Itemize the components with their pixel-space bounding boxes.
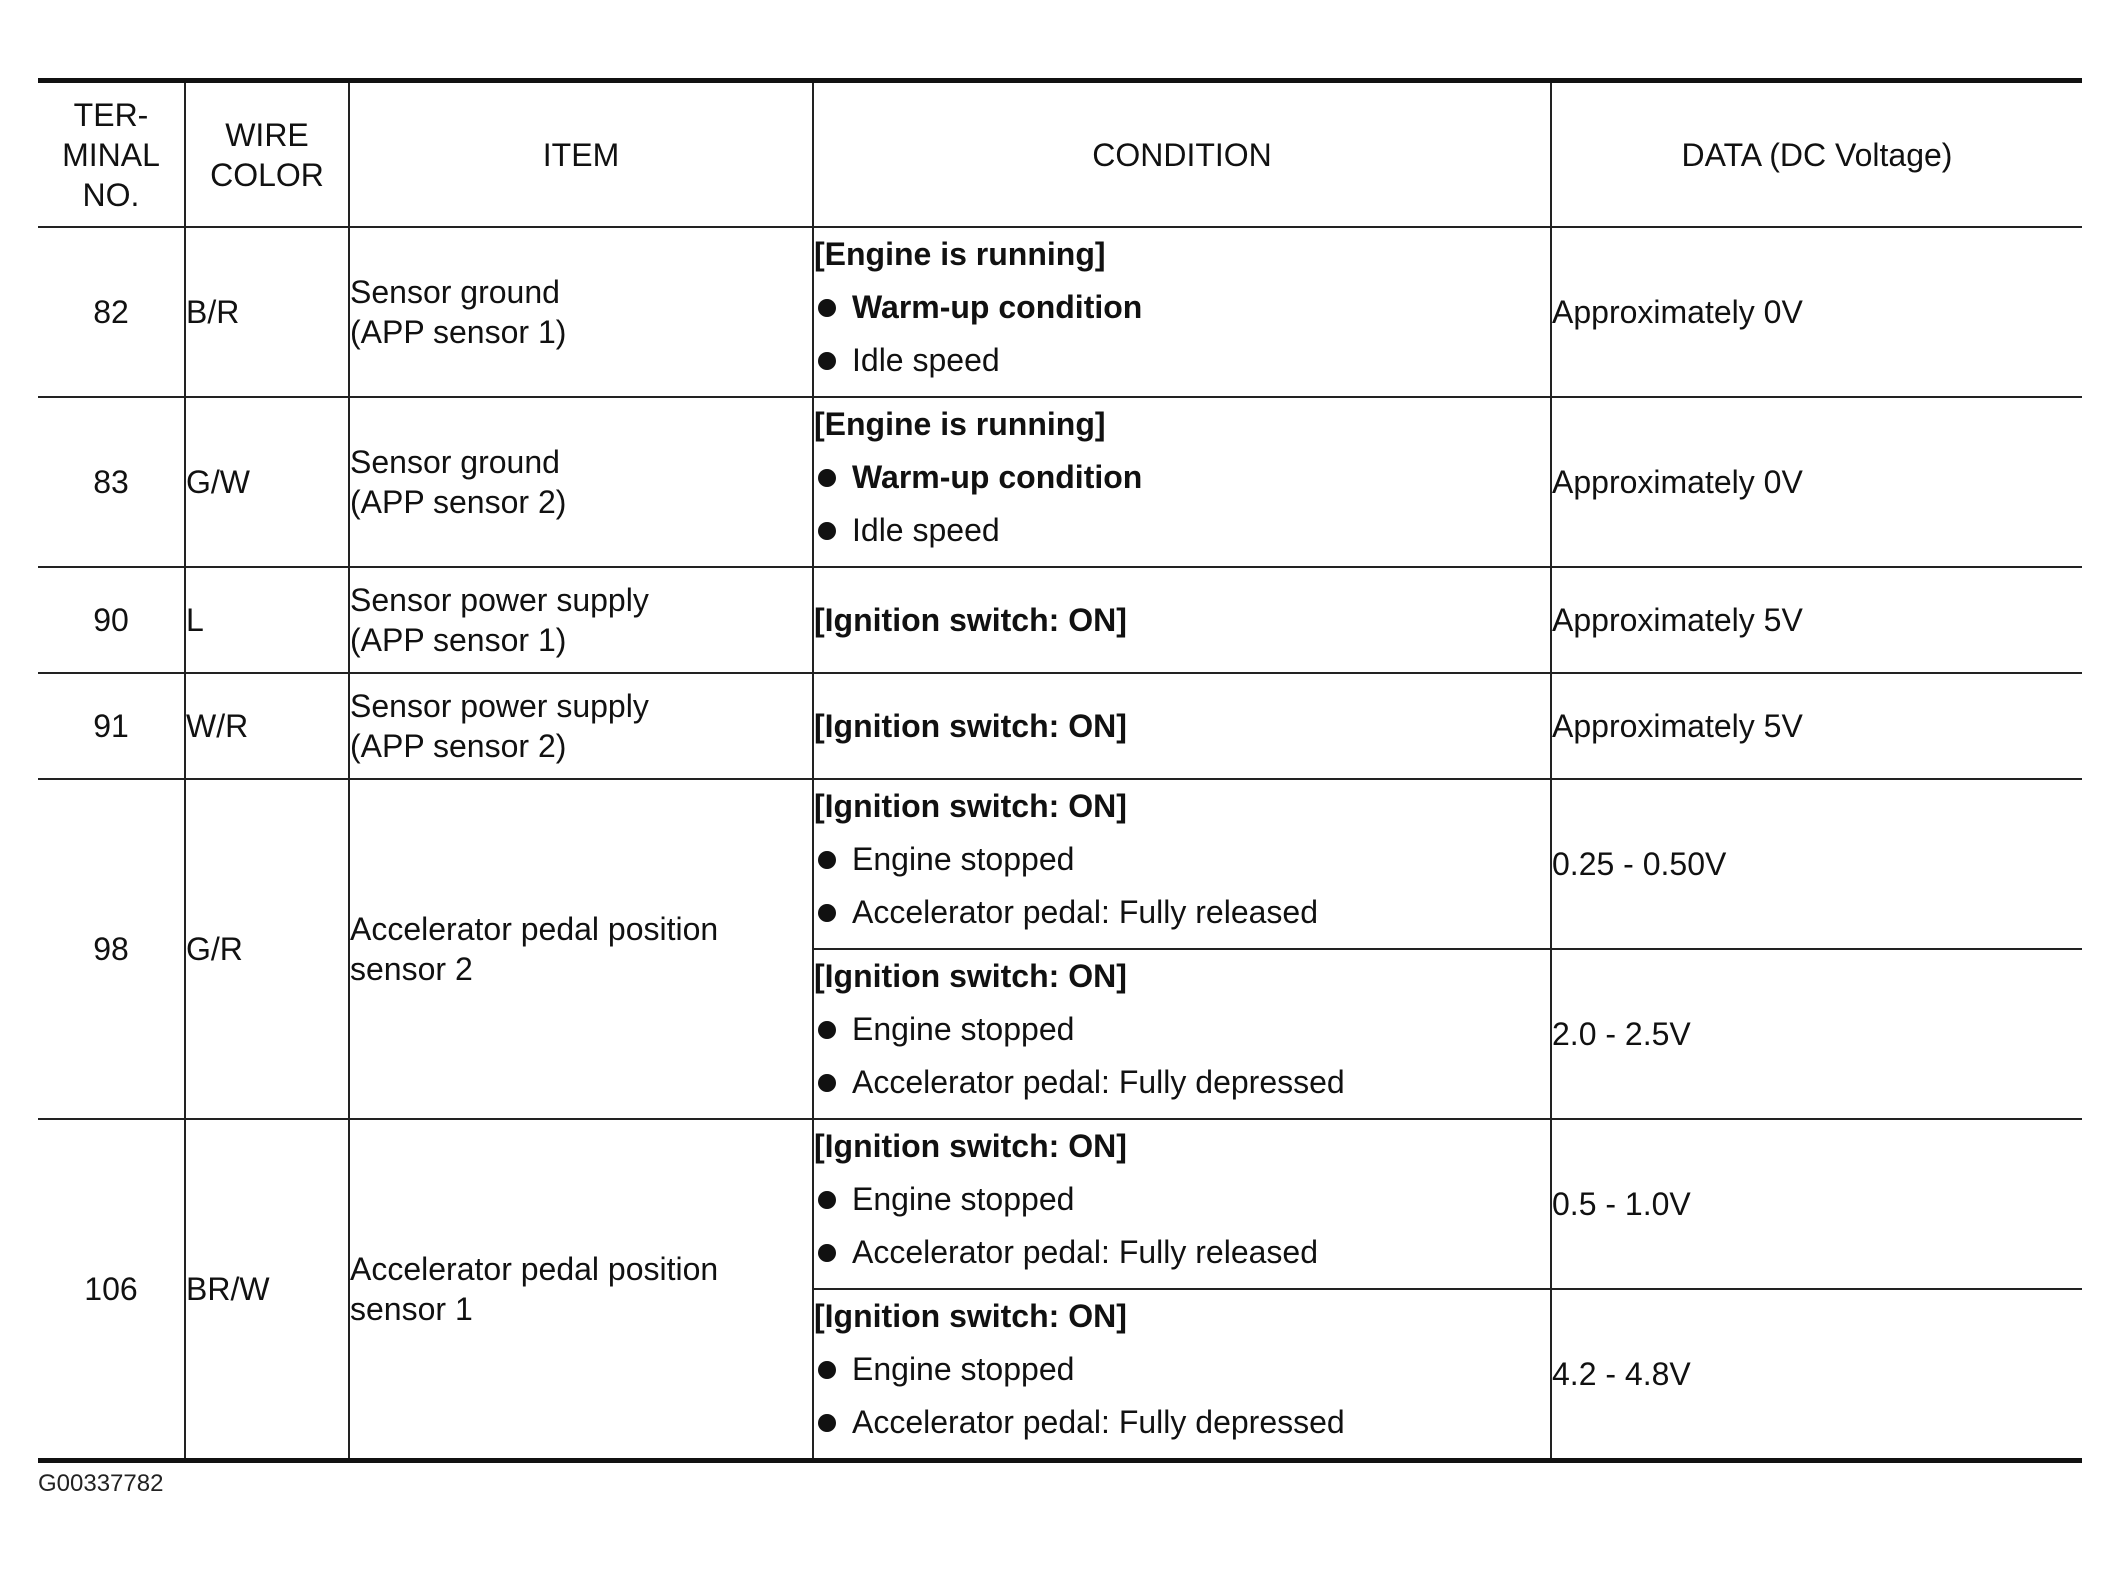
bullet-icon [818,904,836,922]
condition-item [814,1396,1550,1449]
header-item: ITEM [349,81,813,228]
bullet-icon [818,1244,836,1262]
data-voltage: Approximately 5V [1551,673,2082,779]
condition-cell [813,397,1551,567]
condition-cell [813,673,1551,779]
condition-heading: [Ignition switch: ON] [814,1298,1127,1334]
data-voltage: Approximately 5V [1551,567,2082,673]
table-row [38,227,2082,397]
bullet-icon [818,851,836,869]
condition-cell [813,567,1551,673]
item-description: Accelerator pedal position sensor 2 [349,779,813,1119]
bullet-icon [818,469,836,487]
item-description: Sensor ground (APP sensor 1) [349,227,813,397]
header-row [38,81,2082,228]
condition-heading: [Ignition switch: ON] [814,707,1127,744]
table-row [38,673,2082,779]
item-description: Sensor power supply (APP sensor 2) [349,673,813,779]
condition-heading: [Engine is running] [814,236,1106,272]
table-row [38,1119,2082,1289]
header-data: DATA (DC Voltage) [1551,81,2082,228]
data-voltage: Approximately 0V [1551,227,2082,397]
condition-text: Engine stopped [852,841,1075,877]
condition-text: Engine stopped [852,1011,1075,1047]
condition-item [814,1056,1550,1109]
header-terminal-no: TER- MINAL NO. [38,81,185,228]
item-description: Sensor ground (APP sensor 2) [349,397,813,567]
wire-color: B/R [185,227,349,397]
condition-text: Idle speed [852,512,1000,548]
data-voltage: Approximately 0V [1551,397,2082,567]
bullet-icon [818,1191,836,1209]
data-voltage: 0.5 - 1.0V [1551,1119,2082,1289]
condition-cell [813,227,1551,397]
wire-color: G/R [185,779,349,1119]
terminal-number: 90 [38,567,185,673]
wire-color: BR/W [185,1119,349,1461]
condition-cell [813,1119,1551,1289]
condition-heading: [Ignition switch: ON] [814,788,1127,824]
bullet-icon [818,1414,836,1432]
condition-text: Accelerator pedal: Fully released [852,894,1319,930]
data-voltage: 2.0 - 2.5V [1551,949,2082,1119]
condition-heading: [Ignition switch: ON] [814,1128,1127,1164]
condition-text: Engine stopped [852,1181,1075,1217]
terminal-number: 91 [38,673,185,779]
condition-heading: [Ignition switch: ON] [814,601,1127,638]
terminal-number: 83 [38,397,185,567]
condition-item [814,451,1550,504]
wire-color: W/R [185,673,349,779]
table-row [38,397,2082,567]
terminal-number: 82 [38,227,185,397]
condition-item [814,886,1550,939]
condition-item [814,504,1550,557]
condition-text: Engine stopped [852,1351,1075,1387]
item-description: Sensor power supply (APP sensor 1) [349,567,813,673]
condition-item [814,1003,1550,1056]
bullet-icon [818,352,836,370]
bullet-icon [818,1361,836,1379]
header-wire-color: WIRE COLOR [185,81,349,228]
item-description: Accelerator pedal position sensor 1 [349,1119,813,1461]
condition-heading: [Engine is running] [814,406,1106,442]
wire-color: G/W [185,397,349,567]
terminal-number: 98 [38,779,185,1119]
header-condition: CONDITION [813,81,1551,228]
condition-cell [813,1289,1551,1461]
bullet-icon [818,522,836,540]
condition-item [814,1343,1550,1396]
condition-text: Accelerator pedal: Fully released [852,1234,1319,1270]
data-voltage: 0.25 - 0.50V [1551,779,2082,949]
condition-item [814,334,1550,387]
condition-cell [813,779,1551,949]
figure-code: G00337782 [38,1470,164,1497]
condition-item [814,281,1550,334]
condition-text: Accelerator pedal: Fully depressed [852,1064,1345,1100]
condition-cell [813,949,1551,1119]
bullet-icon [818,1021,836,1039]
condition-text: Warm-up condition [852,289,1143,325]
condition-text: Warm-up condition [852,459,1143,495]
condition-text: Accelerator pedal: Fully depressed [852,1404,1345,1440]
wire-color: L [185,567,349,673]
condition-item [814,1226,1550,1279]
table-row [38,567,2082,673]
terminal-number: 106 [38,1119,185,1461]
bullet-icon [818,299,836,317]
terminal-data-table [38,78,2082,1463]
condition-heading: [Ignition switch: ON] [814,958,1127,994]
condition-item [814,833,1550,886]
data-voltage: 4.2 - 4.8V [1551,1289,2082,1461]
condition-item [814,1173,1550,1226]
condition-text: Idle speed [852,342,1000,378]
table-row [38,779,2082,949]
bullet-icon [818,1074,836,1092]
